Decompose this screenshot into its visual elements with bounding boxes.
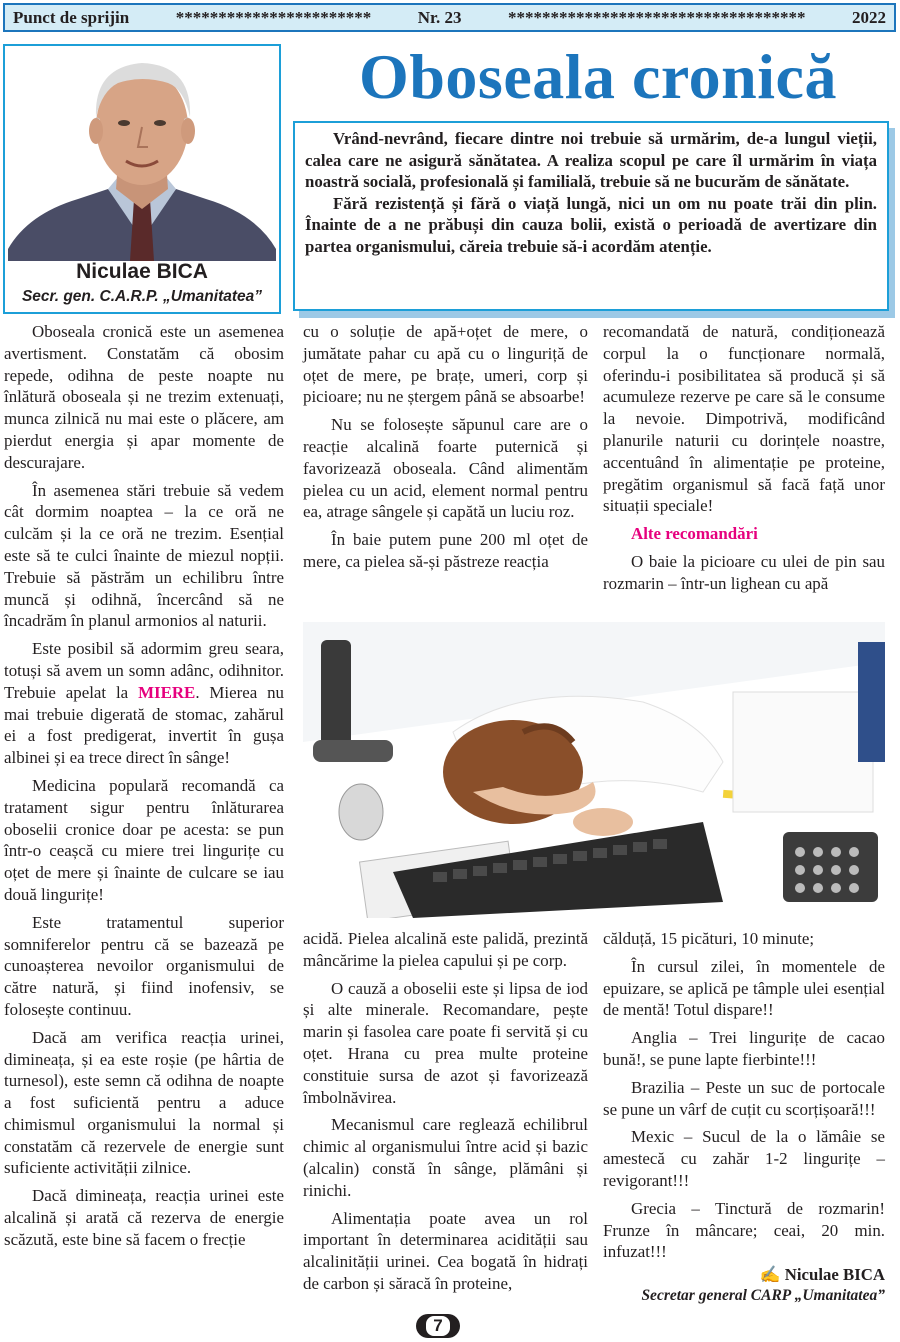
paragraph: Oboseala cronică este un asemenea avertisment. Constatăm că obosim repede, odihna de peste noapte nu înlătură oboseala și ne trezim extenuați, munca zilnică nu mai este o plăcere, am pierdut energia și apar momente de descurajare. xyxy=(4,322,284,472)
signature-name: Niculae BICA xyxy=(784,1265,885,1284)
paragraph: Este tratamentul superior somniferelor pentru că se bazează pe cunoașterea nevoilor organismului de către natură, și fiind inofensiv, se folosește continuu. xyxy=(4,912,284,1019)
paragraph: acidă. Pielea alcalină este palidă, prezintă mâncărime la pielea capului și pe corp. xyxy=(303,929,588,970)
paragraph: recomandată de natură, condiționează corpul la o funcționare normală, oferindu-i posibilitatea să producă și să acumuleze rezerve pe care să le consume la nevoie. Dimpotrivă, modificând planurile naturii cu dorințele noastre, accentuând în alimentație pe proteine, pregătim organismul să facă față unor situații speciale! xyxy=(603,322,885,516)
paragraph: Dacă dimineața, reacția urinei este alcalină și arată că rezerva de energie scăzută, este bine să facem o frecție xyxy=(4,1186,284,1249)
paragraph: Medicina populară recomandă ca tratament sigur pentru înlăturarea oboselii cronice doar pe acesta: se pun într-o ceașcă cu miere trei lingurițe cu oțet de mere și înainte de culcare se iau două lingurițe! xyxy=(4,775,284,904)
header-issue: Nr. 23 xyxy=(417,8,462,27)
text-run: Este posibil să adormim greu seara, totuși să avem un somn adânc, odihnitor. Trebuie apelat la xyxy=(4,639,284,702)
author-photo xyxy=(8,49,276,261)
paragraph xyxy=(4,638,284,769)
author-name: Niculae BICA xyxy=(76,260,208,283)
article-photo-tired-woman xyxy=(303,622,885,918)
article-column-3-top xyxy=(603,321,885,601)
header-stars-right: *********************************** xyxy=(507,8,806,27)
author-portrait-illustration xyxy=(8,49,276,261)
author-role: Secr. gen. C.A.R.P. „Umanitatea” xyxy=(21,288,263,305)
pen-icon: ✍ xyxy=(759,1265,781,1284)
lead-paragraph: Vrând-nevrând, fiecare dintre noi trebuie să urmărim, de-a lungul vieții, calea care ne asigură sănătatea. A realiza scopul pe care îl urmărim în viața noastră socială, profesională și familială, trebuie să ne bucurăm de sănătate. xyxy=(305,129,877,191)
paragraph: Dacă am verifica reacția urinei, dimineața, și ea este roșie (pe hârtia de turnesol), este semn că odihna de noapte a fost suficientă pentru a aduce chimismul organismului la normal și constatăm că rezervele de energie sunt suficiente activității zilnice. xyxy=(4,1027,284,1178)
sleeping-at-desk-illustration xyxy=(303,622,885,918)
paragraph: Mexic – Sucul de la o lămâie se amestecă cu zahăr 1-2 lingurițe – revigorant!!! xyxy=(603,1127,885,1190)
highlight-miere: MIERE xyxy=(138,682,196,702)
article-title: Oboseala cronică xyxy=(359,41,837,112)
header-stars-left: *********************** xyxy=(175,8,372,27)
article-signature xyxy=(603,1264,885,1306)
signature-role: Secretar general CARP „Umanitatea” xyxy=(641,1287,885,1304)
paragraph: Nu se folosește săpunul care are o reacție alcalină foarte puternică și favorizează oboseala. Când alimentăm pielea cu un acid, element normal pentru ea, atrage sângele și capătă un luciu roz. xyxy=(303,415,588,522)
lead-box xyxy=(293,121,889,311)
paragraph: În asemenea stări trebuie să vedem cât dormim noaptea – la ce oră ne culcăm și la ce oră ne trezim. Esențial este să te culci înainte de miezul nopții. Trebuie să păstrăm un echilibru între muncă și odihnă, încercând să ne încadrăm în planul armonios al naturii. xyxy=(4,480,284,631)
paragraph: Anglia – Trei lingurițe de cacao bună!, se pune lapte fierbinte!!! xyxy=(603,1028,885,1069)
author-box xyxy=(3,44,281,314)
paragraph: În cursul zilei, în momentele de epuizare, se aplică pe tâmple ulei esențial de mentă! Totul dispare!! xyxy=(603,956,885,1020)
paragraph: În baie putem pune 200 ml oțet de mere, ca pielea să-și păstreze reacția xyxy=(303,530,588,571)
paragraph: călduță, 15 picături, 10 minute; xyxy=(603,929,815,948)
signature-line xyxy=(603,1264,885,1285)
lead-paragraph: Fără rezistență și fără o viață lungă, nici un om nu poate trăi din plin. Înainte de a ne prăbuși din cauza bolii, există o perioadă de avertizare din partea organismului, căreia trebuie să-i acordăm atenție. xyxy=(305,193,877,256)
paragraph: Alimentația poate avea un rol important în determinarea acidității sau alcalinității urinei. Cea bogată în hidrați de carbon și săracă în proteine, xyxy=(303,1208,588,1293)
paragraph: O cauză a oboselii este și lipsa de iod și alte minerale. Recomandare, pește marin și fasolea care poate fi servită și cu oțet. Hrana cu prea multe proteine constituie sursa de azot și favorizează îmbolnăvirea. xyxy=(303,978,588,1107)
paragraph: cu o soluție de apă+oțet de mere, o jumătate pahar cu apă cu o linguriță de oțet de mere, pe brațe, umeri, corp și picioare; nu ne ștergem până se absoarbe! xyxy=(303,322,588,407)
page-header xyxy=(3,3,896,32)
paragraph: O baie la picioare cu ulei de pin sau rozmarin – într-un lighean cu apă xyxy=(603,551,885,593)
paragraph: Grecia – Tinctură de rozmarin! Frunze în mâncare; ceai, 20 min. infuzat!!! xyxy=(603,1198,885,1262)
page-number-badge xyxy=(416,1314,460,1338)
paragraph: Brazilia – Peste un suc de portocale se pune un vârf de cuțit cu scorțișoară!!! xyxy=(603,1077,885,1119)
header-year: 2022 xyxy=(851,8,886,27)
paragraph: Mecanismul care reglează echilibrul chimic al organismului între acid și bazic (alcalin) constă în sânge, plămâni și rinichi. xyxy=(303,1115,588,1200)
article-column-2-bottom xyxy=(303,928,588,1301)
article-column-1 xyxy=(4,321,284,1257)
text-run: . Mierea nu mai trebuie digerată de stomac, zahărul ei a fost predigerat, invertit în gușa albinei și ea trece direct în sânge! xyxy=(4,682,284,768)
page-number: 7 xyxy=(426,1316,449,1336)
subheading-alte-recomandari: Alte recomandări xyxy=(631,524,758,544)
article-column-3-bottom xyxy=(603,928,885,1269)
header-section: Punct de sprijin xyxy=(13,8,130,27)
article-column-2-top xyxy=(303,321,588,579)
